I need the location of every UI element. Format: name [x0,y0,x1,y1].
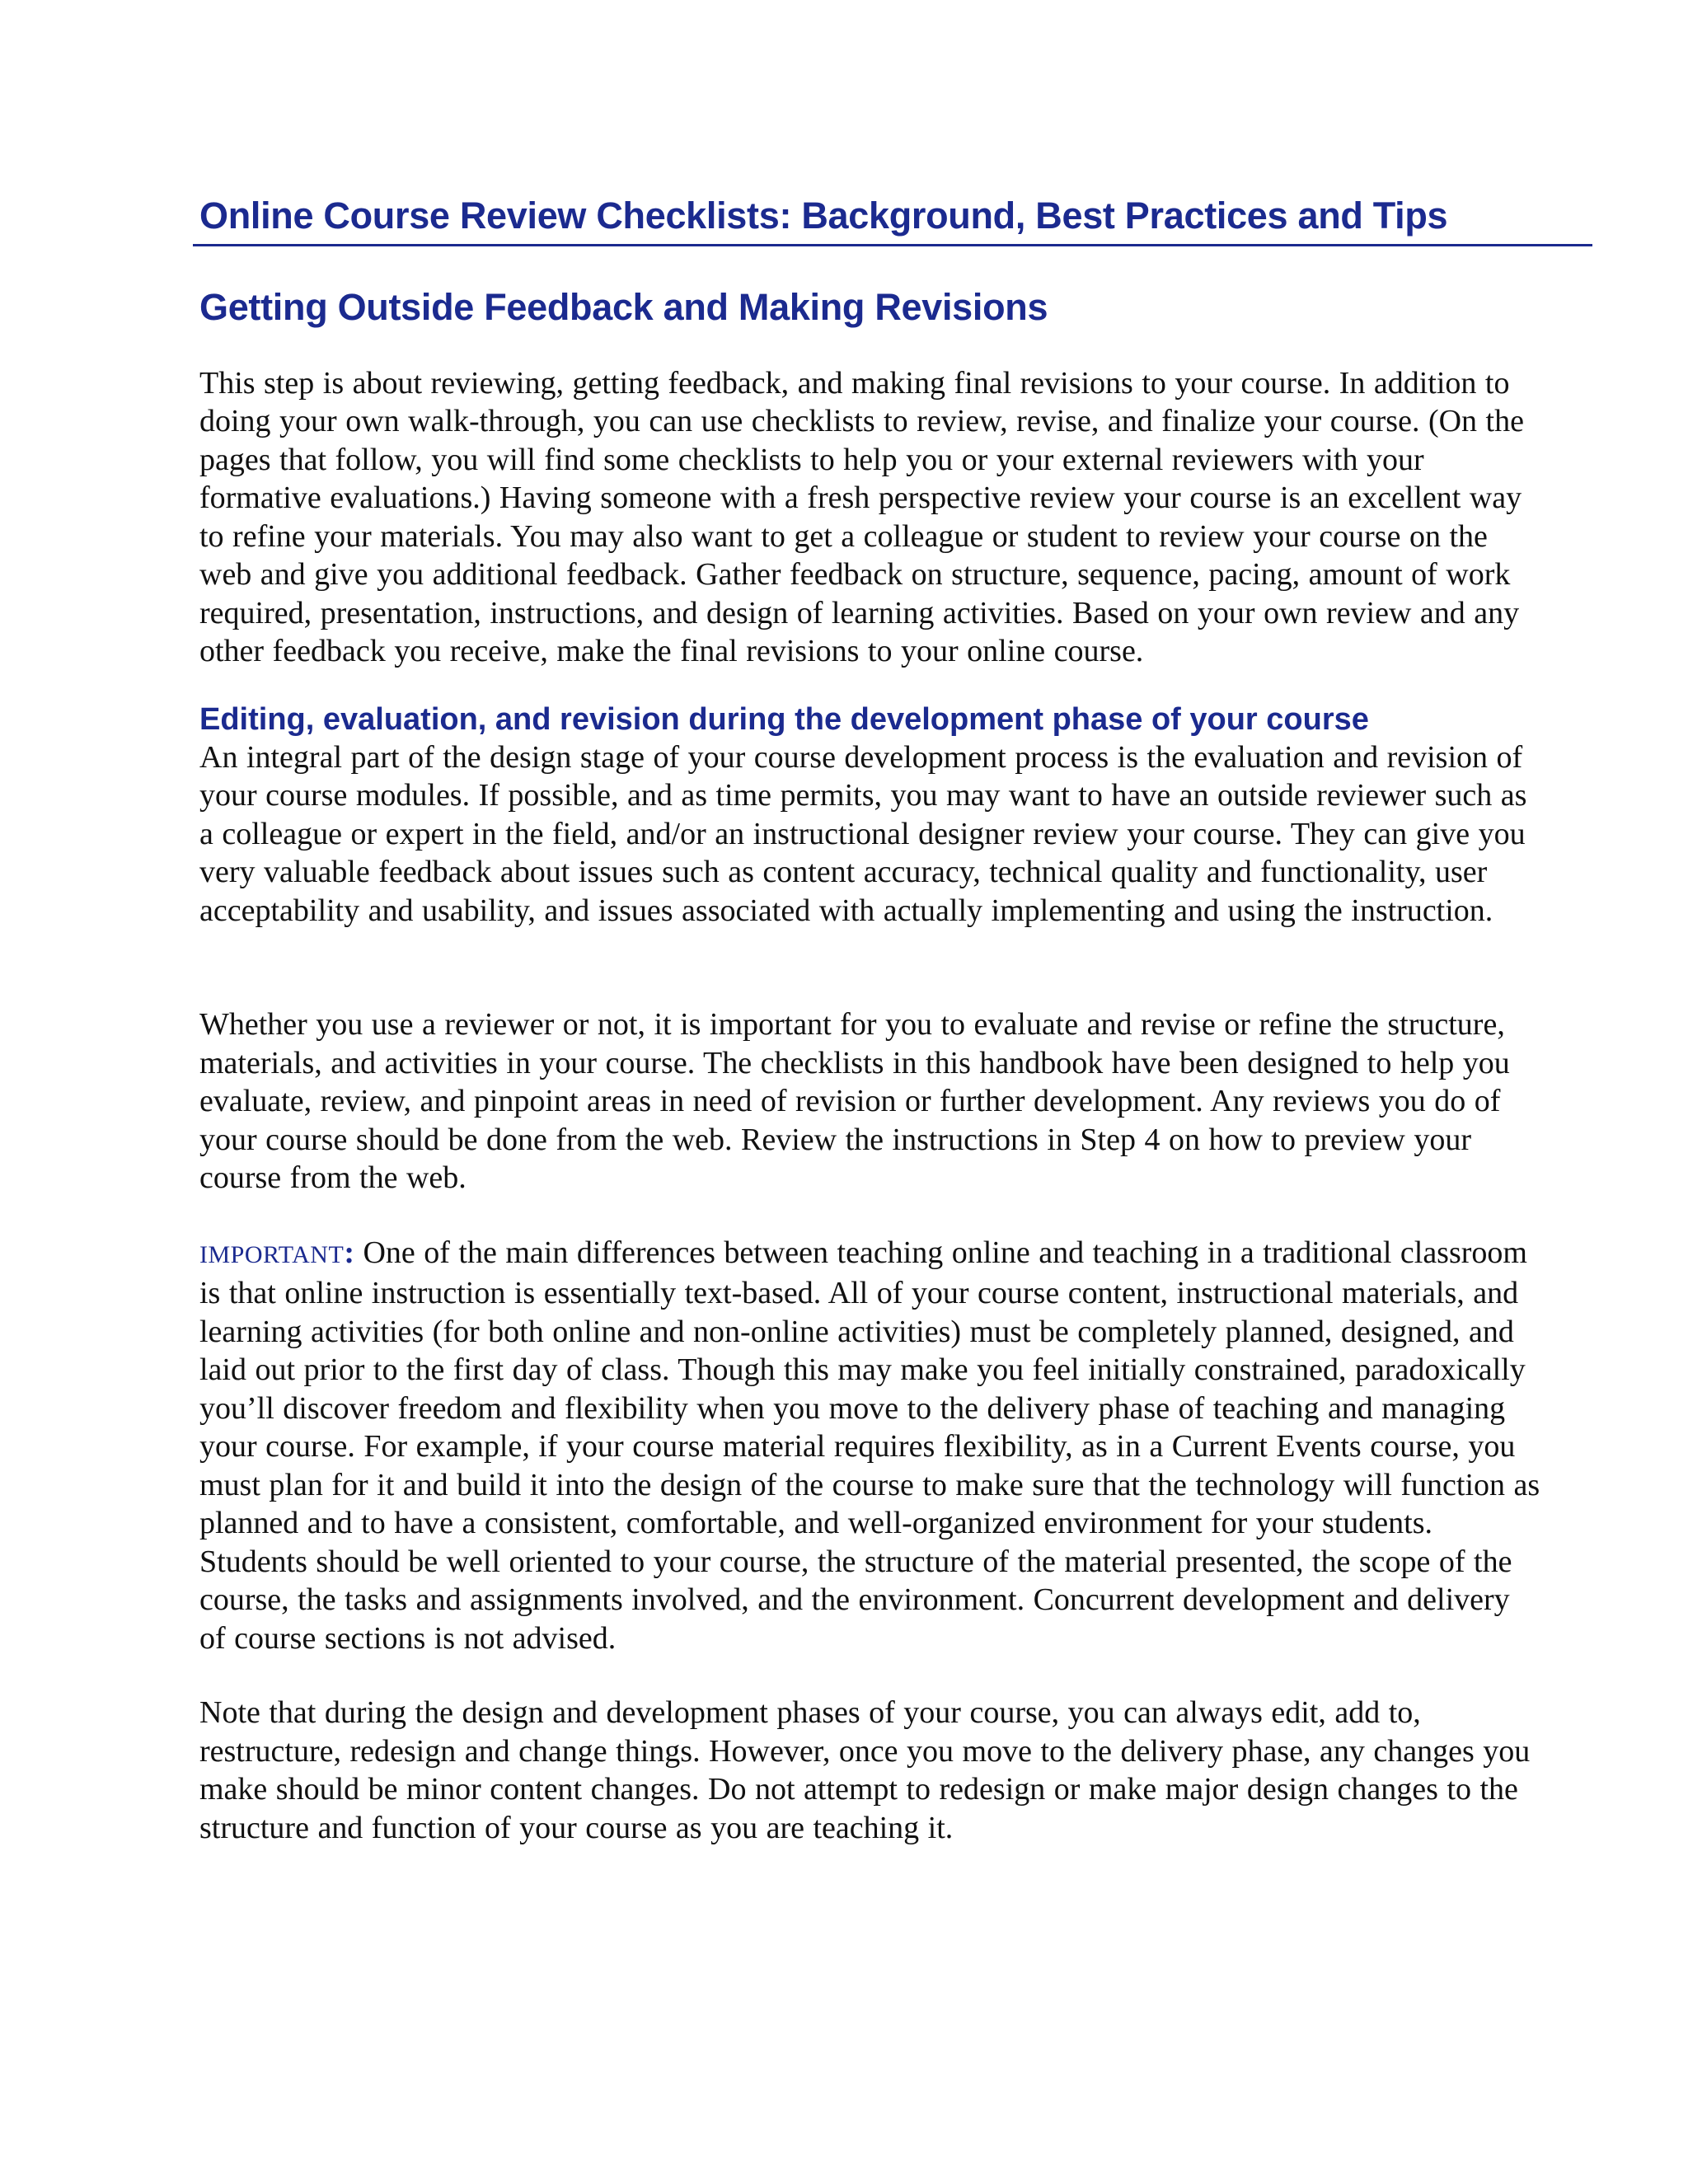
paragraph-whether-reviewer: Whether you use a reviewer or not, it is important for you to evaluate and revise or refine the structure, materials, and activities in your course. The checklists in this handbook have been designed to help you evaluate, review, and pinpoint areas in need of revision or further development. Any reviews you do of your course should be done from the web. Review the instructions in Step 4 on how to preview your course from the web. [199,1007,1510,1196]
paragraph-important [199,1234,1543,1658]
title-block [199,194,1592,246]
document-content [199,194,1592,1847]
title-underline-rule [193,244,1592,246]
document-title: Online Course Review Checklists: Background, Best Practices and Tips [199,194,1448,237]
paragraph-note: Note that during the design and development phases of your course, you can always edit, add to, restructure, redesign and change things. However, once you move to the delivery phase, any changes you make should be minor content changes. Do not attempt to redesign or make major design changes to the structure and function of your course as you are teaching it. [199,1695,1531,1845]
subheading-editing-evaluation: Editing, evaluation, and revision during the development phase of your course [199,701,1369,737]
important-label: IMPORTANT [199,1240,345,1268]
section-heading: Getting Outside Feedback and Making Revisions [199,285,1048,328]
paragraph-intro: This step is about reviewing, getting feedback, and making final revisions to your course. In addition to doing your own walk-through, you can use checklists to review, revise, and finalize your course. (On the pages that follow, you will find some checklists to help you or your external reviewers with your formative evaluations.) Having someone with a fresh perspective review your course is an excellent way to refine your materials. You may also want to get a colleague or student to review your course on the web and give you additional feedback. Gather feedback on structure, sequence, pacing, amount of work required, presentation, instructions, and design of learning activities. Based on your own review and any other feedback you receive, make the final revisions to your online course. [199,365,1524,669]
paragraph-integral-part: An integral part of the design stage of your course development process is the evaluation and revision of your course modules. If possible, and as time permits, you may want to have an outside reviewer such as a colleague or expert in the field, and/or an instructional designer review your course. They can give you very valuable feedback about issues such as content accuracy, technical quality and functionality, user acceptability and usability, and issues associated with actually implementing and using the instruction. [199,739,1527,928]
important-colon: : [344,1235,354,1270]
important-text: One of the main differences between teaching online and teaching in a traditional classroom is that online instruction is essentially text-based. All of your course content, instructional materials, and learning activities (for both online and non-online activities) must be completely planned, designed, and laid out prior to the first day of class. Though this may make you feel initially constrained, paradoxically you’ll discover freedom and flexibility when you move to the delivery phase of teaching and managing your course. For example, if your course material requires flexibility, as in a Current Events course, you must plan for it and build it into the design of the course to make sure that the technology will function as planned and to have a consistent, comfortable, and well-organized environment for your students. Students should be well oriented to your course, the structure of the material presented, the scope of the course, the tasks and assignments involved, and the environment. Concurrent development and delivery of course sections is not advised. [199,1235,1540,1656]
